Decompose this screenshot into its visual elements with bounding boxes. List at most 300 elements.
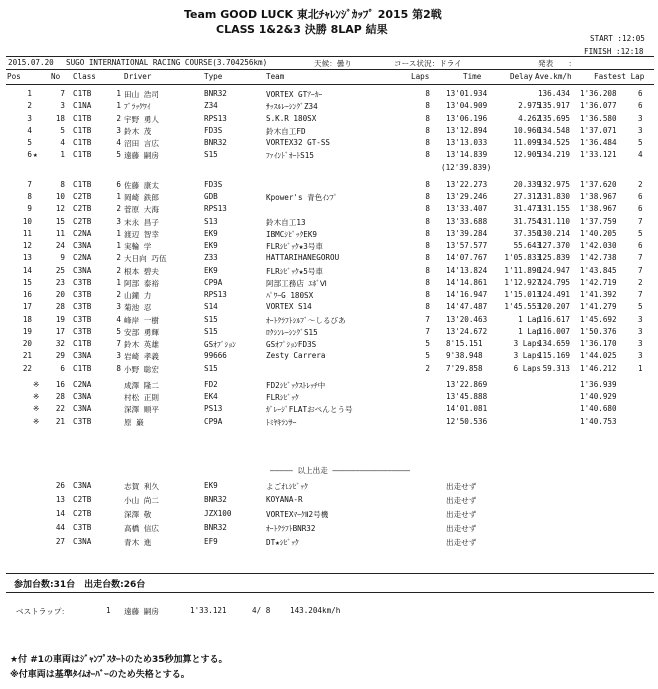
delay-cell: 3 Laps xyxy=(513,351,541,361)
announce: 発表 ： xyxy=(538,59,576,68)
pos-cell: 6 xyxy=(27,150,32,160)
car-number: 21 xyxy=(55,416,65,426)
class-cell: C2TB xyxy=(73,216,92,226)
driver-name: 青木 進 xyxy=(124,538,152,547)
fastest-lap: 1'41.392 xyxy=(580,290,617,299)
race-date: 2015.07.20 xyxy=(8,58,54,67)
driver-name: 根本 碧夫 xyxy=(124,266,159,276)
delay-cell: 11.099 xyxy=(513,138,541,147)
best-lap-lap: 4/ 8 xyxy=(252,606,271,615)
fastest-lap: 1'43.845 xyxy=(580,265,617,275)
time-cell: 13'29.246 xyxy=(446,192,488,201)
class-cell: C3TB xyxy=(73,302,92,312)
class-pos: 3 xyxy=(116,125,121,135)
class-pos: 2 xyxy=(116,253,121,263)
laps-cell: 8 xyxy=(425,216,430,226)
class-pos: 4 xyxy=(116,314,121,324)
fastest-lap: 1'40.753 xyxy=(580,416,617,426)
col-no: No xyxy=(51,72,61,81)
page-title: Team GOOD LUCK 東北ﾁｬﾚﾝｼﾞｶｯﾌﾟ 2015 第2戦 xyxy=(184,8,442,21)
class-cell: C1TB xyxy=(73,339,92,348)
delay-cell: 27.312 xyxy=(513,192,541,201)
team-name: HATTARIHANEGOROU xyxy=(266,253,340,263)
mark-cell: ※ xyxy=(33,416,40,426)
team-name: FLRｼﾋﾞｯｸ★5号車 xyxy=(266,266,324,276)
class-cell: C3TB xyxy=(73,290,92,299)
car-type: S15 xyxy=(204,150,218,160)
team-name: KOYANA-R xyxy=(266,495,303,504)
time-cell: 13'33.688 xyxy=(446,216,488,226)
team-name: ｶﾞﾚｰｼﾞFLATおぺんとう号 xyxy=(266,405,353,415)
best-lap-driver: 遠藤 嗣房 xyxy=(124,607,159,616)
driver-name: 大日向 巧伍 xyxy=(124,254,167,264)
class-cell: C3NA xyxy=(73,537,92,546)
team-name: ﾛｸｼﾝﾚｰｼﾝｸﾞS15 xyxy=(266,327,318,337)
driver-name: 深澤 敬 xyxy=(124,510,152,519)
time-cell: 14'01.081 xyxy=(446,404,488,414)
dns-row xyxy=(0,495,658,507)
pos-cell: 4 xyxy=(27,125,32,135)
pos-cell: 22 xyxy=(22,363,32,373)
time-cell: 13'33.407 xyxy=(446,204,488,214)
fastest-lap: 1'40.205 xyxy=(580,228,617,238)
table-row xyxy=(0,315,658,327)
car-number: 18 xyxy=(55,113,65,123)
time-cell: 13'14.839 xyxy=(446,150,488,160)
pos-cell: 20 xyxy=(22,339,32,348)
laps-cell: 8 xyxy=(425,101,430,111)
fastest-lap: 1'42.030 xyxy=(580,241,617,250)
table-row xyxy=(0,380,658,392)
ave-speed: 115.169 xyxy=(537,351,570,361)
car-type: EF9 xyxy=(204,537,218,546)
class-cell: C3NA xyxy=(73,481,92,490)
fastest-lap: 1'36.939 xyxy=(580,379,617,389)
fastest-lap-no: 5 xyxy=(638,302,643,312)
car-type: EK9 xyxy=(204,481,218,490)
car-number: 23 xyxy=(55,277,65,287)
table-row xyxy=(0,392,658,404)
time-cell: 13'13.033 xyxy=(446,138,488,147)
time-cell: 14'16.947 xyxy=(446,290,488,299)
car-type: S15 xyxy=(204,326,218,336)
fastest-lap: 1'37.620 xyxy=(580,179,617,189)
driver-name: ﾌﾞﾗｯｸﾜｲ xyxy=(124,102,151,112)
car-number: 11 xyxy=(55,228,65,238)
time-cell: 14'47.487 xyxy=(446,302,488,312)
delay-cell: 1'05.833 xyxy=(504,253,541,263)
car-type: S14 xyxy=(204,302,218,312)
time-cell: 8'15.151 xyxy=(446,339,483,348)
driver-name: 渡辺 智幸 xyxy=(124,229,159,239)
time-cell: 13'12.894 xyxy=(446,125,488,135)
class-cell: C3NA xyxy=(73,241,92,250)
best-lap: ベストラップ： xyxy=(16,607,70,616)
table-row xyxy=(0,241,658,253)
car-type: S15 xyxy=(204,314,218,324)
time-cell: 13'20.463 xyxy=(446,314,488,324)
class-cell: C2NA xyxy=(73,228,92,238)
table-row xyxy=(0,150,658,162)
ave-speed: 135.917 xyxy=(537,101,570,111)
ave-speed: 135.695 xyxy=(537,113,570,123)
laps-cell: 8 xyxy=(425,228,430,238)
car-number: 28 xyxy=(55,302,65,312)
mark-cell: ※ xyxy=(33,379,40,389)
class-cell: C3NA xyxy=(73,392,92,401)
laps-cell: 8 xyxy=(425,253,430,263)
pos-cell: 16 xyxy=(22,290,32,299)
fastest-lap-no: 3 xyxy=(638,113,643,123)
time-cell: 14'13.824 xyxy=(446,265,488,275)
best-lap-time: 1'33.121 xyxy=(190,606,227,615)
ave-speed: 131.830 xyxy=(537,192,570,201)
weather: 天候：曇り xyxy=(314,59,352,68)
laps-cell: 8 xyxy=(425,241,430,250)
class-pos: 1 xyxy=(116,277,121,287)
class-pos: 1 xyxy=(116,241,121,250)
fastest-lap-no: 2 xyxy=(638,277,643,287)
class-cell: C1TB xyxy=(73,363,92,373)
laps-cell: 8 xyxy=(425,113,430,123)
fastest-lap-no: 7 xyxy=(638,290,643,299)
car-number: 10 xyxy=(55,192,65,201)
car-number: 13 xyxy=(55,495,65,504)
table-row xyxy=(0,229,658,241)
fastest-lap-no: 4 xyxy=(638,150,643,160)
track-condition: コース状況：ドライ xyxy=(394,59,462,68)
driver-name: 山鐘 力 xyxy=(124,291,152,300)
class-cell: C1NA xyxy=(73,101,92,111)
class-pos: 6 xyxy=(116,179,121,189)
pos-cell: 1 xyxy=(27,89,32,98)
table-row xyxy=(0,290,658,302)
note-jump-start: ★付 #1の車両はｼﾞｬﾝﾌﾟｽﾀｰﾄのため35秒加算とする。 xyxy=(10,655,228,665)
driver-name: 峰岸 一樹 xyxy=(124,315,159,325)
time-cell: 13'22.869 xyxy=(446,379,488,389)
fastest-lap-no: 6 xyxy=(638,204,643,214)
driver-name: 原 巌 xyxy=(124,417,144,427)
class-cell: C2TB xyxy=(73,495,92,504)
pos-cell: 14 xyxy=(22,265,32,275)
pos-cell: 7 xyxy=(27,179,32,189)
class-pos: 2 xyxy=(116,204,121,214)
col-team: Team xyxy=(266,72,285,81)
car-type: BNR32 xyxy=(204,138,227,147)
fastest-lap-no: 3 xyxy=(638,314,643,324)
car-number: 27 xyxy=(55,537,65,546)
team-name: FLRｼﾋﾞｯｸ★3号車 xyxy=(266,242,324,251)
team-name: Zesty Carrera xyxy=(266,351,326,361)
car-number: 16 xyxy=(55,379,65,389)
car-type: S13 xyxy=(204,216,218,226)
car-number: 29 xyxy=(55,351,65,361)
start-time: START :12:05 xyxy=(590,34,645,43)
fastest-lap-no: 5 xyxy=(638,228,643,238)
pos-cell: 19 xyxy=(22,326,32,336)
class-cell: C3NA xyxy=(73,351,92,361)
team-name: Kpower's 青色ｲﾝﾌﾟ xyxy=(266,193,338,202)
driver-name: 志賀 利久 xyxy=(124,482,159,491)
ave-speed: 130.214 xyxy=(537,228,570,238)
dns-row xyxy=(0,481,658,493)
fastest-lap: 1'38.967 xyxy=(580,204,617,214)
col-driver: Driver xyxy=(124,72,152,81)
pos-cell: 17 xyxy=(22,302,32,312)
delay-cell: 6 Laps xyxy=(513,363,541,373)
class-cell: C3TB xyxy=(73,314,92,324)
ave-speed: 134.525 xyxy=(537,138,570,147)
dns-row xyxy=(0,537,658,549)
class-pos: 5 xyxy=(116,326,121,336)
car-number: 3 xyxy=(60,101,65,111)
team-name: 鈴木自工FD xyxy=(266,126,306,136)
driver-name: 実輪 学 xyxy=(124,242,152,251)
time-cell: 9'38.948 xyxy=(446,351,483,361)
delay-cell: 1 Lap xyxy=(518,314,541,324)
car-number: 25 xyxy=(55,265,65,275)
laps-cell: 8 xyxy=(425,192,430,201)
delay-cell: 1'12.927 xyxy=(504,277,541,287)
time-cell: 13'24.672 xyxy=(446,326,488,336)
fastest-lap-no: 6 xyxy=(638,101,643,111)
table-row xyxy=(0,364,658,376)
dns-row xyxy=(0,509,658,521)
class-cell: C3TB xyxy=(73,326,92,336)
course-name: SUGO INTERNATIONAL RACING COURSE(3.704256km) xyxy=(66,58,268,67)
fastest-lap-no: 7 xyxy=(638,265,643,275)
driver-name: 鈴木 英雄 xyxy=(124,340,159,349)
mark-cell: ※ xyxy=(33,392,40,401)
col-laps: Laps xyxy=(411,72,430,81)
table-row xyxy=(0,180,658,192)
class-cell: C3TB xyxy=(73,523,92,532)
best-lap-speed: 143.204km/h xyxy=(290,606,341,615)
time-cell: (12'39.839) xyxy=(441,162,492,172)
fastest-lap: 1'36.077 xyxy=(580,101,617,111)
class-pos: 8 xyxy=(116,363,121,373)
car-type: Z33 xyxy=(204,253,218,263)
car-type: RPS13 xyxy=(204,290,227,299)
pos-cell: 11 xyxy=(22,228,32,238)
driver-name: 安部 勇輝 xyxy=(124,327,159,337)
team-name: S.K.R 180SX xyxy=(266,113,317,123)
laps-cell: 8 xyxy=(425,125,430,135)
fastest-lap-no: 6 xyxy=(638,192,643,201)
car-type: 99666 xyxy=(204,351,227,361)
table-row xyxy=(0,404,658,416)
car-type: RPS13 xyxy=(204,113,227,123)
table-row xyxy=(0,266,658,278)
car-type: EK9 xyxy=(204,265,218,275)
driver-name: 菅原 大海 xyxy=(124,205,159,215)
fastest-lap-no: 3 xyxy=(638,351,643,361)
fastest-lap: 1'44.025 xyxy=(580,351,617,361)
fastest-lap-no: 3 xyxy=(638,326,643,336)
class-cell: C2TB xyxy=(73,192,92,201)
car-number: 6 xyxy=(60,363,65,373)
team-name: GSｵﾌﾟｼｮﾝFD3S xyxy=(266,340,317,349)
car-number: 9 xyxy=(60,253,65,263)
ave-speed: 116.617 xyxy=(537,314,570,324)
pos-cell: 9 xyxy=(27,204,32,214)
team-name: FLRｼﾋﾞｯｸ xyxy=(266,393,299,402)
fastest-lap: 1'40.929 xyxy=(580,392,617,401)
car-type: BNR32 xyxy=(204,89,227,98)
car-number: 1 xyxy=(60,150,65,160)
driver-name: 鈴木 茂 xyxy=(124,126,152,136)
table-row xyxy=(0,351,658,363)
fastest-lap: 1'33.121 xyxy=(580,150,617,160)
pos-cell: 15 xyxy=(22,277,32,287)
car-type: CP9A xyxy=(204,416,223,426)
car-type: EK9 xyxy=(204,228,218,238)
fastest-lap: 1'42.738 xyxy=(580,253,617,263)
delay-cell: 2.975 xyxy=(518,101,541,111)
driver-name: 小野 聡宏 xyxy=(124,364,159,374)
class-pos: 1 xyxy=(116,192,121,201)
fastest-lap-no: 7 xyxy=(638,253,643,263)
class-pos: 7 xyxy=(116,339,121,348)
team-name: IBMCｼﾋﾞｯｸEK9 xyxy=(266,229,317,239)
dns-separator: ――――― 以上出走 ――――――――――――――――― xyxy=(270,466,411,475)
team-name: 阿部工務店 ｴﾎﾞⅥ xyxy=(266,278,327,288)
team-name: よごれｼﾋﾞｯｸ xyxy=(266,482,308,491)
driver-name: 高橋 信広 xyxy=(124,524,159,533)
driver-name: 佐藤 康太 xyxy=(124,180,159,190)
ave-speed: 131.110 xyxy=(537,216,570,226)
pos-cell: 21 xyxy=(22,351,32,361)
car-number: 24 xyxy=(55,241,65,250)
ave-speed: 124.947 xyxy=(537,265,570,275)
class-pos: 5 xyxy=(116,150,121,160)
car-type: FD3S xyxy=(204,179,223,189)
class-pos: 4 xyxy=(116,138,121,147)
status-cell: 出走せず xyxy=(446,524,477,533)
team-name: ﾄﾐﾔｷﾗﾝｻｰ xyxy=(266,417,297,427)
time-cell: 14'07.767 xyxy=(446,253,488,263)
table-row xyxy=(0,327,658,339)
team-name: VORTEX GTｱｰｶｰ xyxy=(266,90,323,99)
car-number: 19 xyxy=(55,314,65,324)
fastest-lap: 1'36.484 xyxy=(580,138,617,147)
class-cell: C3TB xyxy=(73,416,92,426)
driver-name: 深澤 順平 xyxy=(124,405,159,415)
laps-cell: 8 xyxy=(425,302,430,312)
car-type: PS13 xyxy=(204,404,223,414)
status-cell: 出走せず xyxy=(446,510,477,519)
team-name: ｵｰﾄｸﾗﾌﾄBNR32 xyxy=(266,524,316,533)
driver-name: 遠藤 嗣房 xyxy=(124,151,159,161)
class-cell: C3NA xyxy=(73,265,92,275)
pos-cell: 5 xyxy=(27,138,32,147)
laps-cell: 7 xyxy=(425,314,430,324)
col-pos: Pos xyxy=(7,72,21,81)
table-row xyxy=(0,417,658,429)
col-ave: Ave.km/h xyxy=(535,72,572,81)
laps-cell: 8 xyxy=(425,138,430,147)
class-cell: C1TB xyxy=(73,179,92,189)
time-cell: 13'01.934 xyxy=(446,89,488,98)
fastest-lap: 1'36.580 xyxy=(580,113,617,123)
car-number: 28 xyxy=(55,392,65,401)
fastest-lap: 1'42.719 xyxy=(580,277,617,287)
mark-cell: ※ xyxy=(33,404,40,414)
laps-cell: 5 xyxy=(425,351,430,361)
fastest-lap-no: 6 xyxy=(638,241,643,250)
team-name: ﾌｧｲﾝﾄﾞｵｰﾄS15 xyxy=(266,151,314,161)
car-type: RPS13 xyxy=(204,204,227,214)
ave-speed: 136.434 xyxy=(537,89,570,98)
table-row xyxy=(0,163,658,175)
col-class: Class xyxy=(73,72,96,81)
class-cell: C3TB xyxy=(73,277,92,287)
delay-cell: 1'11.890 xyxy=(504,265,541,275)
car-number: 26 xyxy=(55,481,65,490)
team-name: 鈴木自工13 xyxy=(266,217,306,227)
col-fastest: Fastest Lap xyxy=(594,72,645,81)
class-cell: C2NA xyxy=(73,379,92,389)
status-cell: 出走せず xyxy=(446,496,477,505)
class-cell: C1TB xyxy=(73,138,92,147)
table-row xyxy=(0,339,658,351)
car-type: BNR32 xyxy=(204,495,227,504)
driver-name: 沼田 言広 xyxy=(124,139,159,148)
fastest-lap: 1'46.212 xyxy=(580,363,617,373)
car-number: 17 xyxy=(55,326,65,336)
class-cell: C1TB xyxy=(73,125,92,135)
entry-count: 参加台数:31台 出走台数:26台 xyxy=(14,580,146,590)
ave-speed: 127.370 xyxy=(537,241,570,250)
time-cell: 13'45.888 xyxy=(446,392,488,401)
delay-cell: 37.350 xyxy=(513,228,541,238)
class-cell: C1TB xyxy=(73,150,92,160)
table-row xyxy=(0,204,658,216)
delay-cell: 4.262 xyxy=(518,113,541,123)
class-cell: C1TB xyxy=(73,89,92,98)
driver-name: 小山 尚二 xyxy=(124,496,159,505)
driver-name: 成澤 隆二 xyxy=(124,380,159,390)
laps-cell: 8 xyxy=(425,290,430,299)
pos-cell: 10 xyxy=(22,216,32,226)
laps-cell: 5 xyxy=(425,339,430,348)
delay-cell: 1'15.013 xyxy=(504,290,541,299)
team-name: ｵｰﾄｸﾗﾌﾄｼﾙﾌﾞ～しるびあ xyxy=(266,315,346,325)
car-type: Z34 xyxy=(204,101,218,111)
fastest-lap-no: 1 xyxy=(638,363,643,373)
status-cell: 出走せず xyxy=(446,482,477,491)
laps-cell: 8 xyxy=(425,89,430,98)
time-cell: 13'39.284 xyxy=(446,228,488,238)
ave-speed: 124.795 xyxy=(537,277,570,287)
fastest-lap: 1'37.759 xyxy=(580,216,617,226)
fastest-lap: 1'36.208 xyxy=(580,89,617,98)
table-row xyxy=(0,101,658,113)
pos-cell: 2 xyxy=(27,101,32,111)
car-number: 44 xyxy=(55,523,65,532)
col-time: Time xyxy=(463,72,482,81)
ave-speed: 120.207 xyxy=(537,302,570,312)
fastest-lap: 1'40.680 xyxy=(580,404,617,414)
class-pos: 2 xyxy=(116,265,121,275)
laps-cell: 8 xyxy=(425,150,430,160)
time-cell: 7'29.858 xyxy=(446,363,483,373)
laps-cell: 8 xyxy=(425,265,430,275)
time-cell: 14'14.861 xyxy=(446,277,488,287)
class-pos: 2 xyxy=(116,113,121,123)
time-cell: 13'06.196 xyxy=(446,113,488,123)
ave-speed: 134.548 xyxy=(537,125,570,135)
